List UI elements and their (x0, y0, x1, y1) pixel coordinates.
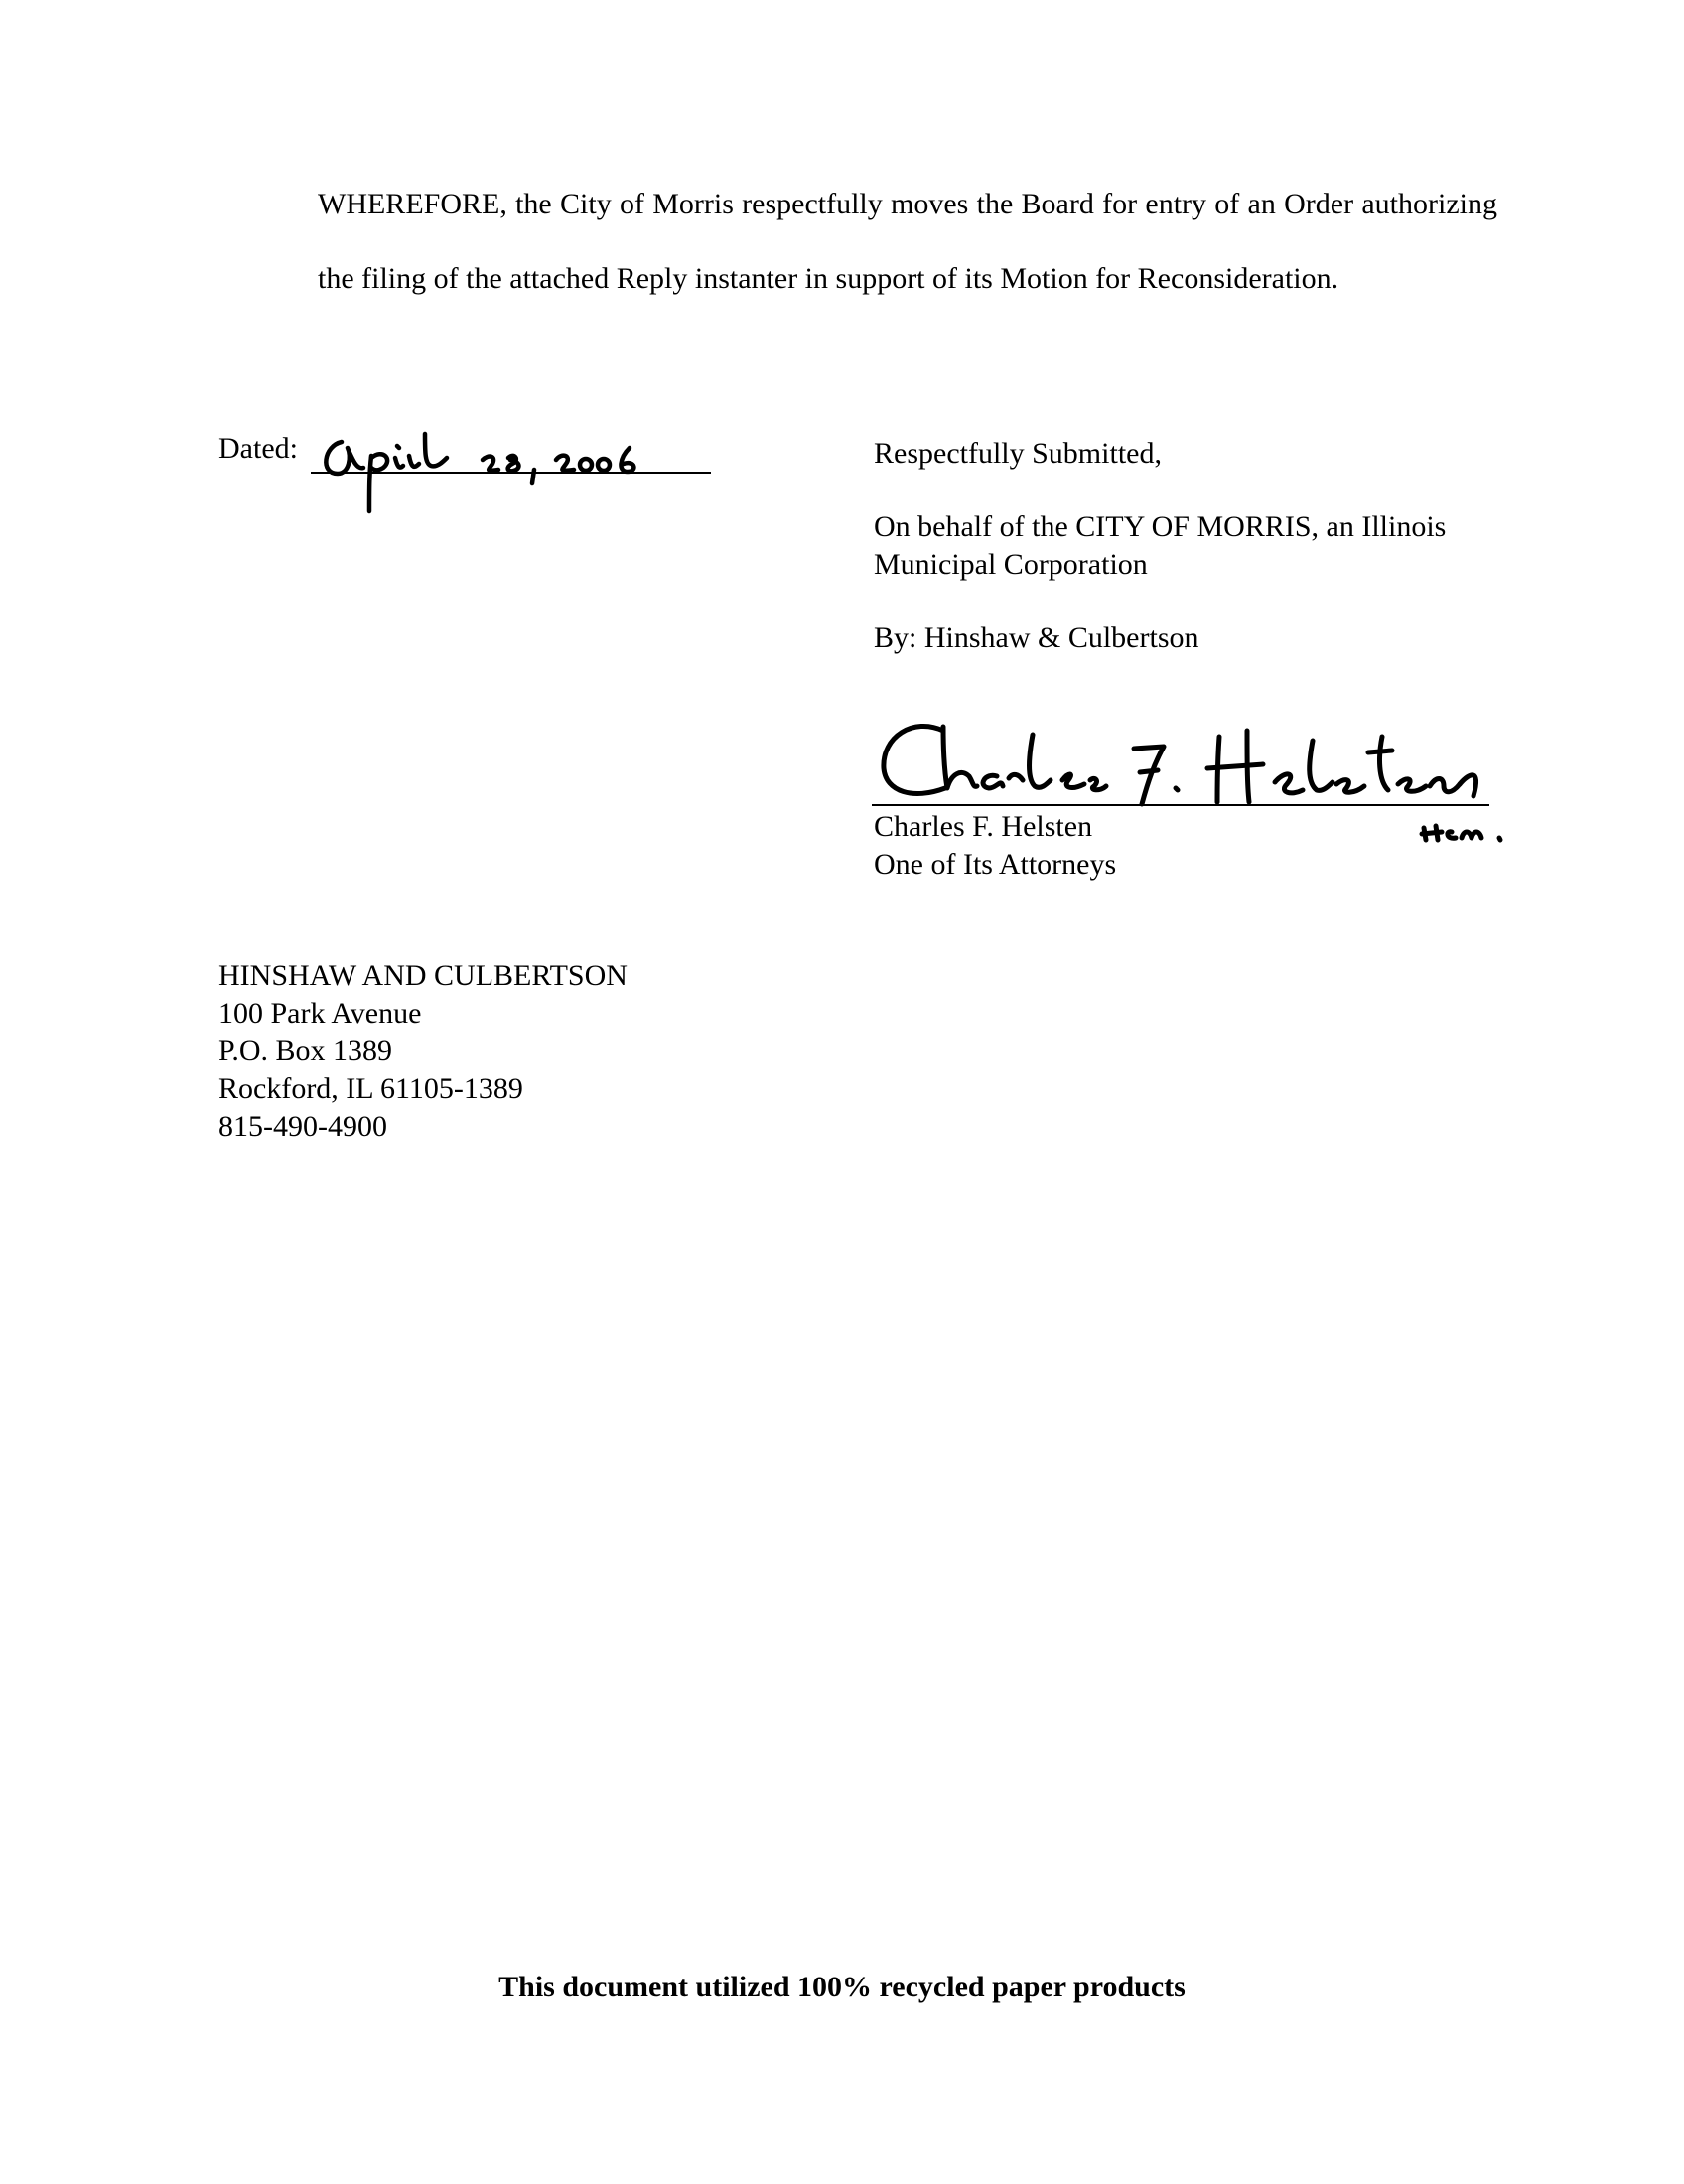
signer-name: Charles F. Helsten (874, 810, 1093, 843)
dated-label: Dated: (218, 432, 298, 465)
firm-street: 100 Park Avenue (218, 997, 422, 1029)
firm-name: HINSHAW AND CULBERTSON (218, 959, 628, 992)
on-behalf-block (874, 508, 1446, 584)
firm-po-box: P.O. Box 1389 (218, 1034, 393, 1067)
on-behalf-line-1: On behalf of the CITY OF MORRIS, an Illinois (874, 510, 1447, 543)
by-firm-line: By: Hinshaw & Culbertson (874, 621, 1199, 654)
firm-phone: 815-490-4900 (218, 1110, 387, 1143)
respectfully-submitted: Respectfully Submitted, (874, 437, 1162, 470)
recycled-paper-footer: This document utilized 100% recycled paper products (498, 1971, 1186, 2003)
on-behalf-line-2: Municipal Corporation (874, 548, 1148, 581)
firm-city: Rockford, IL 61105-1389 (218, 1072, 523, 1105)
signature-line (872, 804, 1489, 806)
signer-title: One of Its Attorneys (874, 848, 1117, 881)
firm-address-block (218, 957, 628, 1146)
handwritten-date-signature (314, 412, 711, 521)
signer-block (874, 808, 1116, 884)
wherefore-paragraph: WHEREFORE, the City of Morris respectfully moves the Board for entry of an Order authorizing the filing of the attached Reply instanter in support of its Motion for Reconsideration. (318, 188, 1497, 295)
